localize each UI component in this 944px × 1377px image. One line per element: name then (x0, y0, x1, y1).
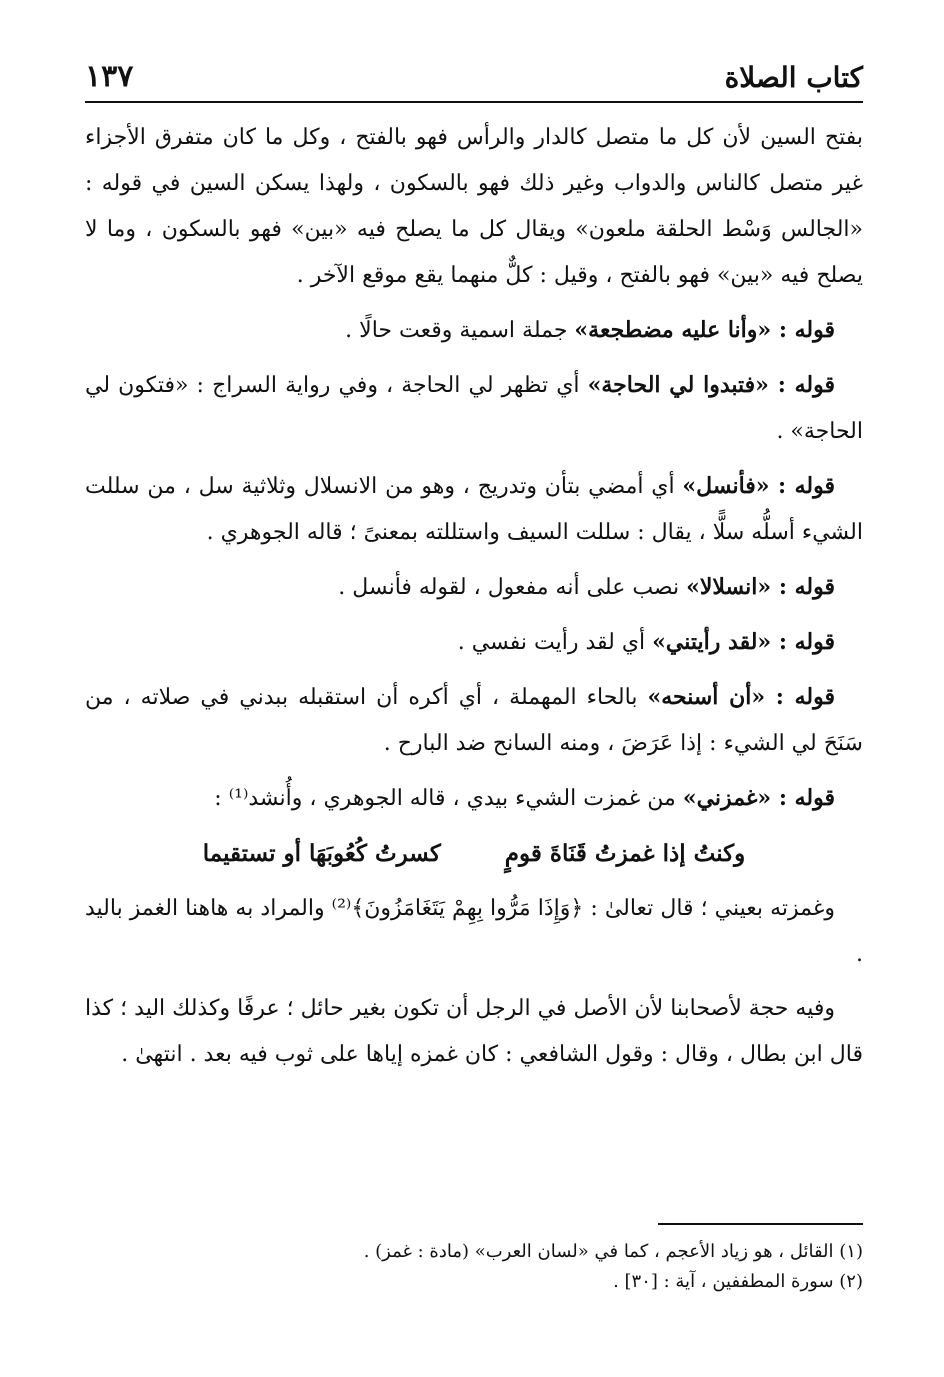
gloss-prefix: قوله : (771, 629, 835, 655)
gloss-paragraph (85, 307, 863, 354)
main-text (85, 115, 863, 1078)
page-header (85, 55, 863, 103)
gloss-paragraph (85, 775, 863, 822)
gloss-term: «أن أسنحه» (647, 684, 766, 710)
gloss-text: جملة اسمية وقعت حالًا . (345, 318, 575, 343)
gloss-paragraph (85, 564, 863, 611)
gloss-text: أي تظهر لي الحاجة ، وفي رواية السراج : «فتكون لي الحاجة» . (85, 373, 863, 444)
gloss-paragraph (85, 619, 863, 666)
paragraph: وفيه حجة لأصحابنا لأن الأصل في الرجل أن تكون بغير حائل ؛ عرفًا وكذلك اليد ؛ كذا قال ابن بطال ، وقال : وقول الشافعي : كان غمزه إياها على ثوب فيه بعد . انتهىٰ . (85, 996, 863, 1067)
page-number: ١٣٧ (85, 59, 134, 94)
paragraph: بفتح السين لأن كل ما متصل كالدار والرأس فهو بالفتح ، وكل ما كان متفرق الأجزاء غير متصل كالناس والدواب وغير ذلك فهو بالسكون ، ولهذا يسكن السين في قوله : «الجالس وَسْط الحلقة ملعون» ويقال كل ما يصلح فيه «بين» فهو بالسكون ، وما لا يصلح فيه «بين» فهو بالفتح ، وقيل : كلٌّ منهما يقع موقع الآخر . (85, 125, 864, 288)
gloss-prefix: قوله : (765, 684, 835, 710)
verse-first-hemistich: وكنتُ إذا غمزتُ قَنَاةَ قومٍ (504, 840, 746, 867)
footnote: (٢) سورة المطففين ، آية : [٣٠] . (613, 1271, 863, 1292)
gloss-term: «غمزني» (682, 785, 772, 811)
footnote-divider (658, 1223, 863, 1225)
footnote: (١) القائل ، هو زياد الأعجم ، كما في «لسان العرب» (مادة : غمز) . (363, 1241, 863, 1262)
gloss-term: «فأنسل» (682, 473, 770, 499)
gloss-paragraph (85, 674, 863, 767)
gloss-term: «انسلالا» (686, 574, 772, 600)
poetry-verse (85, 830, 863, 878)
gloss-term: «لقد رأيتني» (652, 629, 772, 655)
gloss-text: بالحاء المهملة ، أي أكره أن استقبله ببدني في صلاته ، من سَنَحَ لي الشيء : إذا عَرَضَ ، ومنه السانح ضد البارح . (85, 685, 863, 756)
gloss-paragraph (85, 463, 863, 556)
verse-second-hemistich: كسرتُ كُعُوبَهَا أو تستقيما (202, 840, 441, 867)
paragraph: وغمزته بعيني ؛ قال تعالىٰ : ﴿وَإِذَا مَرُّوا بِهِمْ يَتَغَامَزُونَ﴾⁽²⁾ والمراد به هاهنا الغمز باليد . (85, 896, 863, 967)
gloss-prefix: قوله : (771, 574, 835, 600)
footnotes (85, 1223, 863, 1297)
gloss-text: نصب على أنه مفعول ، لقوله فأنسل . (338, 575, 687, 600)
gloss-paragraph (85, 362, 863, 455)
gloss-text: أي أمضي بتأن وتدريج ، وهو من الانسلال وثلاثية سل ، من سللت الشيء أسلُّه سلًّا ، يقال : سللت السيف واستللته بمعنىً ؛ قاله الجوهري . (85, 474, 863, 545)
gloss-term: «وأنا عليه مضطجعة» (574, 317, 772, 343)
gloss-prefix: قوله : (771, 317, 835, 343)
gloss-text: أي لقد رأيت نفسي . (457, 630, 653, 655)
chapter-title: كتاب الصلاة (724, 61, 863, 94)
book-page (85, 55, 863, 1355)
gloss-prefix: قوله : (771, 785, 835, 811)
gloss-term: «فتبدوا لي الحاجة» (587, 372, 769, 398)
gloss-prefix: قوله : (768, 372, 835, 398)
gloss-prefix: قوله : (769, 473, 835, 499)
gloss-text: من غمزت الشيء بيدي ، قاله الجوهري ، وأُنشد⁽¹⁾ : (214, 786, 683, 811)
